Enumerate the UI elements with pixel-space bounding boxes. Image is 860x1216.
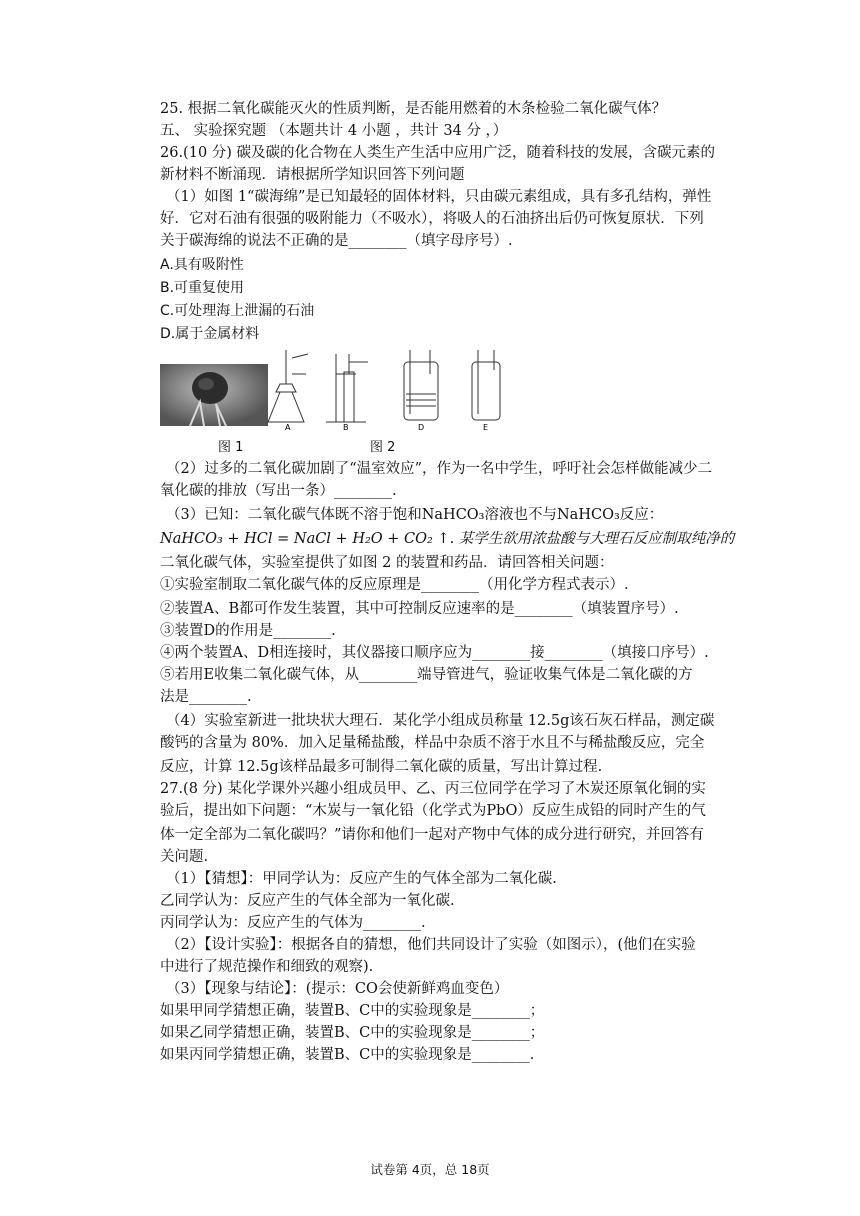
text-line: 好．它对石油有很强的吸附能力（不吸水），将吸人的石油挤出后仍可恢复原状．下列	[160, 211, 704, 227]
text-line: 关于碳海绵的说法不正确的是________（填字母序号）.	[160, 233, 513, 249]
question-26-intro: 26.(10 分) 碳及碳的化合物在人类生产生活中应用广泛，随着科技的发展，含碳元素的	[160, 145, 716, 161]
text-line: 中进行了规范操作和细致的观察).	[160, 959, 374, 975]
sub-question-4: ④两个装置A、D相连接时，其仪器接口顺序应为________接________（填接口序号）.	[160, 645, 709, 661]
page-footer: 试卷第 4页，总 18页	[370, 1162, 490, 1177]
text-line: 法是________.	[160, 689, 252, 705]
option-a: A.具有吸附性	[160, 257, 244, 273]
question-25: 25. 根据二氧化碳能灭火的性质判断，是否能用燃着的木条检验二氧化碳气体？	[160, 101, 667, 117]
figure-2-caption: 图 2	[370, 440, 396, 455]
label-d: D	[418, 423, 425, 430]
section-heading: 五、 实验探究题 （本题共计 4 小题 ，共计 34 分 ，）	[160, 123, 508, 139]
text-line: 二氧化碳气体，实验室提供了如图 2 的装置和药品．请回答相关问题：	[160, 555, 614, 571]
text-line: 氧化碳的排放（写出一条）________.	[160, 483, 397, 499]
option-c: C.可处理海上泄漏的石油	[160, 303, 315, 319]
text-line: 反应，计算 12.5g该样品最多可制得二氧化碳的质量，写出计算过程.	[160, 759, 603, 775]
option-b: B.可重复使用	[160, 280, 245, 296]
text-line: （1）【猜想】：甲同学认为：反应产生的气体全部为二氧化碳.	[166, 871, 557, 887]
text-line: 如果甲同学猜想正确，装置B、C中的实验现象是________；	[160, 1003, 545, 1019]
figures-area	[160, 344, 520, 430]
sub-question-2: ②装置A、B都可作发生装置，其中可控制反应速率的是________（填装置序号）.	[160, 601, 679, 617]
text-line: 新材料不断涌现．请根据所学知识回答下列问题	[160, 167, 465, 183]
text-line: （2）【设计实验】：根据各自的猜想，他们共同设计了实验（如图示），(他们在实验	[166, 937, 696, 953]
apparatus-b	[326, 354, 368, 422]
text-line: （3）【现象与结论】：(提示：CO会使新鲜鸡血变色）	[166, 981, 509, 997]
sub-question-1: ①实验室制取二氧化碳气体的反应原理是________（用化学方程式表示）.	[160, 577, 629, 593]
text-line: （1）如图 1“碳海绵”是已知最轻的固体材料，只由碳元素组成，具有多孔结构，弹性	[166, 189, 712, 205]
text-line: 酸钙的含量为 80%．加入足量稀盐酸，样品中杂质不溶于水且不与稀盐酸反应，完全	[160, 735, 705, 751]
text-line: 乙同学认为：反应产生的气体全部为一氧化碳.	[160, 893, 455, 909]
apparatus-a	[268, 350, 308, 422]
text-line: 体一定全部为二氧化碳吗？”请你和他们一起对产物中气体的成分进行研究，并回答有	[160, 827, 704, 843]
question-27-intro: 27.(8 分) 某化学课外兴趣小组成员甲、乙、丙三位同学在学习了木炭还原氧化铜的实	[160, 781, 706, 797]
text-line: 如果丙同学猜想正确，装置B、C中的实验现象是________.	[160, 1047, 535, 1063]
text-line: 如果乙同学猜想正确，装置B、C中的实验现象是________；	[160, 1025, 545, 1041]
sub-question-3: ③装置D的作用是________.	[160, 623, 336, 639]
text-line: 关问题.	[160, 849, 209, 865]
equation-line: NaHCO₃ + HCl = NaCl + H₂O + CO₂ ↑. 某学生欲用浓盐酸与大理石反应制取纯净的	[160, 531, 735, 547]
figure-images	[160, 344, 520, 430]
text-line: （3）已知：二氧化碳气体既不溶于饱和NaHCO₃溶液也不与NaHCO₃反应：	[166, 507, 664, 523]
label-b: B	[343, 423, 349, 430]
label-a: A	[285, 423, 291, 430]
text-line: 验后，提出如下问题：“木炭与一氧化铅（化学式为PbO）反应生成铅的同时产生的气	[160, 803, 706, 819]
apparatus-e	[472, 350, 500, 420]
sub-question-5: ⑤若用E收集二氧化碳气体，从________端导管进气，验证收集气体是二氧化碳的方	[160, 667, 693, 683]
option-d: D.属于金属材料	[160, 326, 260, 342]
figure-1-caption: 图 1	[218, 440, 244, 455]
text-line: （2）过多的二氧化碳加剧了“温室效应”，作为一名中学生，呼吁社会怎样做能减少二	[166, 461, 713, 477]
text-line: （4）实验室新进一批块状大理石．某化学小组成员称量 12.5g该石灰石样品，测定碳	[166, 713, 715, 729]
text-line: 丙同学认为：反应产生的气体为________.	[160, 915, 426, 931]
apparatus-d	[404, 350, 438, 420]
label-e: E	[483, 423, 489, 430]
